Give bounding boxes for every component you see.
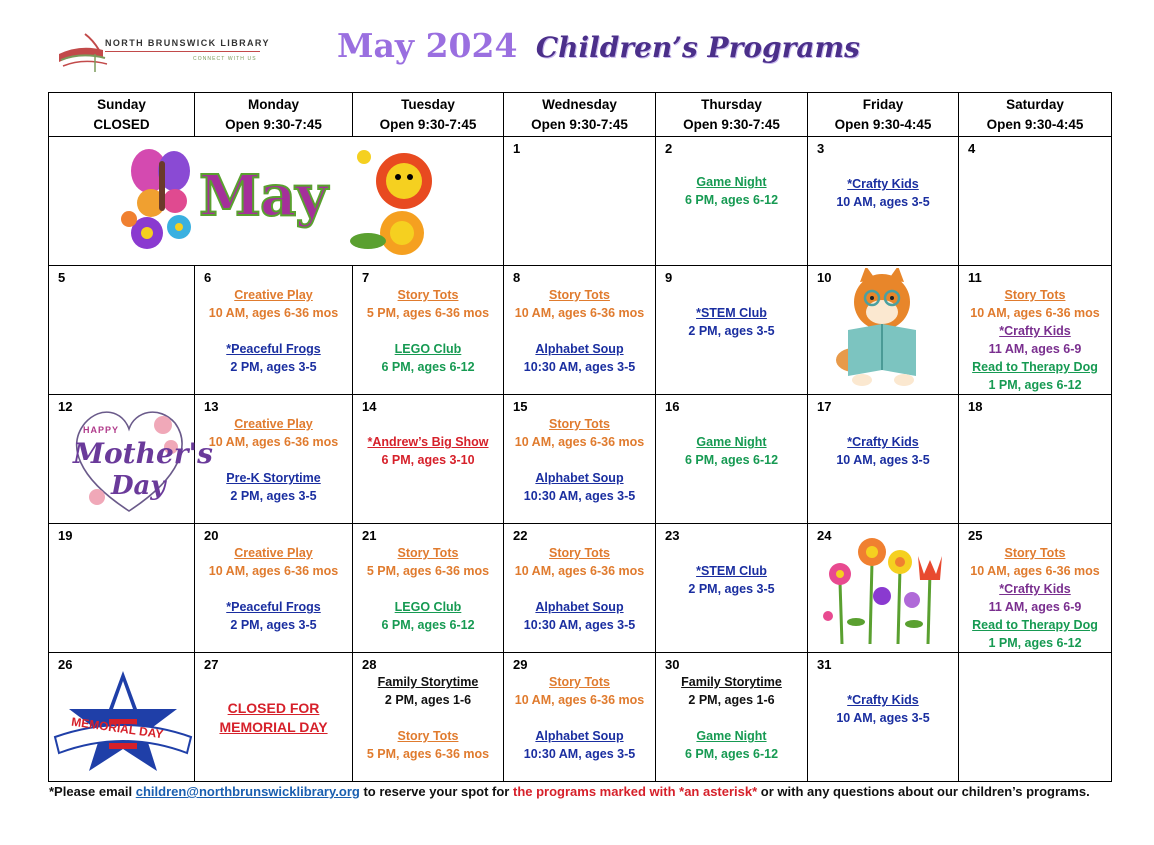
date-number: 12 (58, 399, 73, 414)
event-time: 6 PM, ages 6-12 (684, 453, 779, 467)
day-name: Saturday (1006, 96, 1064, 112)
event-time: 2 PM, ages 1-6 (384, 693, 472, 707)
event-name[interactable]: *STEM Club (696, 306, 767, 320)
event-story-tots[interactable] (959, 544, 1111, 580)
event-name[interactable]: Game Night (696, 729, 767, 743)
event-crafty-kids[interactable] (959, 322, 1111, 358)
event-name[interactable]: Family Storytime (377, 675, 479, 689)
footer-highlight: the programs marked with *an asterisk* (512, 784, 758, 799)
event-time: 6 PM, ages 6-12 (684, 193, 779, 207)
date-number: 3 (817, 141, 825, 156)
day-cell-22 (504, 524, 656, 653)
date-number: 28 (362, 657, 377, 672)
date-number: 25 (968, 528, 983, 543)
flowers-icon (820, 532, 948, 650)
day-cell-24 (808, 524, 959, 653)
event-time: 10 AM, ages 3-5 (836, 195, 930, 209)
event-name[interactable]: Story Tots (397, 546, 459, 560)
event-time: 6 PM, ages 6-12 (381, 360, 475, 374)
event-name[interactable]: Story Tots (549, 417, 610, 431)
footer-text-2: to reserve your spot for (359, 784, 513, 799)
book-logo-icon (55, 24, 115, 80)
event-name[interactable]: *Crafty Kids (847, 435, 919, 449)
event-name[interactable]: *Crafty Kids (999, 324, 1071, 338)
event-time: 2 PM, ages 3-5 (230, 489, 317, 503)
day-cell-8 (504, 266, 656, 395)
logo-divider (105, 51, 260, 52)
event-therapy-dog[interactable] (959, 358, 1111, 394)
empty-cell (959, 653, 1112, 782)
day-cell-16 (656, 395, 808, 524)
week-row-5 (49, 653, 1112, 782)
date-number: 17 (817, 399, 832, 414)
closed-line-2: MEMORIAL DAY (219, 719, 328, 735)
event-time: 5 PM, ages 6-36 mos (366, 306, 490, 320)
header-thursday (656, 93, 808, 137)
library-logo[interactable] (55, 24, 270, 80)
event-name[interactable]: Read to Therapy Dog (972, 360, 1098, 374)
header-sunday (49, 93, 195, 137)
event-time: 10 AM, ages 3-5 (836, 711, 930, 725)
header-friday (808, 93, 959, 137)
day-cell-27 (195, 653, 353, 782)
event-time: 5 PM, ages 6-36 mos (366, 564, 490, 578)
event-name[interactable]: Story Tots (397, 288, 459, 302)
event-name[interactable]: *Crafty Kids (847, 177, 919, 191)
event-time: 10 AM, ages 3-5 (836, 453, 930, 467)
day-cell-1 (504, 137, 656, 266)
day-cell-7 (353, 266, 504, 395)
event-time: 5 PM, ages 6-36 mos (366, 747, 490, 761)
date-number: 24 (817, 528, 832, 543)
day-cell-26 (49, 653, 195, 782)
date-number: 20 (204, 528, 219, 543)
event-time: 2 PM, ages 3-5 (230, 618, 317, 632)
event-name[interactable]: Alphabet Soup (535, 600, 624, 614)
event-story-tots[interactable] (353, 286, 503, 322)
date-number: 15 (513, 399, 528, 414)
event-time: 10:30 AM, ages 3-5 (523, 747, 636, 761)
day-name: Tuesday (401, 96, 455, 112)
day-cell-17 (808, 395, 959, 524)
day-cell-23 (656, 524, 808, 653)
event-name[interactable]: Game Night (696, 175, 767, 189)
header-monday (195, 93, 353, 137)
day-cell-29 (504, 653, 656, 782)
event-name[interactable]: *STEM Club (696, 564, 767, 578)
week-row-1 (49, 137, 1112, 266)
day-name: Wednesday (542, 96, 617, 112)
day-cell-10 (808, 266, 959, 395)
event-name[interactable]: LEGO Club (394, 342, 462, 356)
event-time: 10 AM, ages 6-36 mos (208, 306, 339, 320)
event-andrews-big-show[interactable] (353, 433, 503, 469)
date-number: 11 (968, 270, 982, 285)
event-name[interactable]: *Crafty Kids (847, 693, 919, 707)
day-cell-2 (656, 137, 808, 266)
date-number: 5 (58, 270, 66, 285)
event-name[interactable]: Read to Therapy Dog (972, 618, 1098, 632)
day-cell-21 (353, 524, 504, 653)
event-crafty-kids[interactable] (808, 433, 958, 469)
closed-notice (195, 653, 352, 737)
header-wednesday (504, 93, 656, 137)
date-number: 13 (204, 399, 219, 414)
event-alphabet-soup[interactable] (504, 598, 655, 634)
date-number: 22 (513, 528, 528, 543)
event-family-storytime[interactable] (656, 673, 807, 709)
event-time: 10 AM, ages 6-36 mos (208, 435, 339, 449)
title-month: May 2024 (337, 26, 518, 65)
day-hours: Open 9:30-7:45 (531, 116, 628, 132)
day-cell-13 (195, 395, 353, 524)
event-time: 10:30 AM, ages 3-5 (523, 360, 636, 374)
day-cell-19 (49, 524, 195, 653)
event-time: 2 PM, ages 3-5 (688, 324, 775, 338)
day-cell-31 (808, 653, 959, 782)
event-time: 11 AM, ages 6-9 (988, 600, 1082, 614)
event-prek-storytime[interactable] (195, 469, 352, 505)
event-time: 10 AM, ages 6-36 mos (514, 435, 645, 449)
event-time: 2 PM, ages 1-6 (688, 693, 775, 707)
mothers-day-happy: HAPPY (83, 425, 120, 435)
event-time: 10 AM, ages 6-36 mos (970, 564, 1100, 578)
event-story-tots[interactable] (504, 286, 655, 322)
event-creative-play[interactable] (195, 286, 352, 322)
day-hours: CLOSED (93, 116, 150, 132)
day-cell-18 (959, 395, 1112, 524)
calendar-table (48, 92, 1112, 782)
week-row-4 (49, 524, 1112, 653)
event-story-tots[interactable] (504, 544, 655, 580)
date-number: 29 (513, 657, 528, 672)
date-number: 2 (665, 141, 673, 156)
event-name[interactable]: Story Tots (1004, 546, 1066, 560)
day-cell-28 (353, 653, 504, 782)
weekday-header-row (49, 93, 1112, 137)
event-time: 6 PM, ages 6-12 (381, 618, 475, 632)
event-name[interactable]: Pre-K Storytime (226, 471, 321, 485)
logo-name: NORTH BRUNSWICK LIBRARY (105, 38, 270, 48)
may-banner-cell (49, 137, 504, 266)
day-cell-15 (504, 395, 656, 524)
event-time: 10:30 AM, ages 3-5 (523, 489, 636, 503)
event-alphabet-soup[interactable] (504, 469, 655, 505)
memorial-day-label: MEMORIAL DAY (70, 714, 165, 742)
event-time: 10 AM, ages 6-36 mos (208, 564, 339, 578)
event-time: 2 PM, ages 3-5 (688, 582, 775, 596)
date-number: 31 (817, 657, 832, 672)
event-crafty-kids[interactable] (808, 691, 958, 727)
event-story-tots[interactable] (504, 673, 655, 709)
week-row-2 (49, 266, 1112, 395)
day-cell-6 (195, 266, 353, 395)
event-time: 2 PM, ages 3-5 (230, 360, 317, 374)
logo-tagline: CONNECT WITH US (193, 56, 257, 62)
date-number: 21 (362, 528, 377, 543)
date-number: 27 (204, 657, 219, 672)
day-cell-9 (656, 266, 808, 395)
date-number: 10 (817, 270, 832, 285)
page-title (337, 26, 860, 66)
event-time: 10 AM, ages 6-36 mos (514, 564, 645, 578)
event-name[interactable]: Story Tots (1004, 288, 1066, 302)
mothers-day-day: Day (111, 471, 166, 501)
event-name[interactable]: Family Storytime (681, 675, 782, 689)
event-story-tots[interactable] (353, 544, 503, 580)
event-game-night[interactable] (656, 173, 807, 209)
event-peaceful-frogs[interactable] (195, 340, 352, 376)
event-creative-play[interactable] (195, 544, 352, 580)
footer-text-1: *Please email (49, 784, 136, 799)
day-hours: Open 9:30-4:45 (986, 116, 1084, 132)
event-name[interactable]: Alphabet Soup (535, 342, 624, 356)
event-story-tots[interactable] (959, 286, 1111, 322)
event-time: 10 AM, ages 6-36 mos (970, 306, 1100, 320)
header-saturday (959, 93, 1112, 137)
event-game-night[interactable] (656, 433, 807, 469)
event-name[interactable]: Creative Play (234, 546, 313, 560)
date-number: 14 (362, 399, 377, 414)
event-peaceful-frogs[interactable] (195, 598, 352, 634)
mothers-day-title: Mother's (73, 437, 213, 470)
day-hours: Open 9:30-7:45 (683, 116, 780, 132)
reading-dog-icon (822, 268, 942, 390)
date-number: 8 (513, 270, 521, 285)
event-stem-club[interactable] (656, 304, 807, 340)
date-number: 6 (204, 270, 212, 285)
day-hours: Open 9:30-7:45 (379, 116, 477, 132)
day-name: Monday (247, 96, 299, 112)
may-banner-text: May (199, 163, 327, 229)
event-story-tots[interactable] (504, 415, 655, 451)
event-name[interactable]: Alphabet Soup (535, 729, 624, 743)
event-time: 1 PM, ages 6-12 (988, 636, 1082, 650)
day-cell-30 (656, 653, 808, 782)
event-creative-play[interactable] (195, 415, 352, 451)
date-number: 9 (665, 270, 673, 285)
event-alphabet-soup[interactable] (504, 340, 655, 376)
event-name[interactable]: Story Tots (549, 288, 610, 302)
event-time: 6 PM, ages 3-10 (381, 453, 475, 467)
header-tuesday (353, 93, 504, 137)
event-alphabet-soup[interactable] (504, 727, 655, 763)
email-link[interactable]: children@northbrunswicklibrary.org (135, 784, 360, 799)
day-hours: Open 9:30-7:45 (225, 116, 322, 132)
event-therapy-dog[interactable] (959, 616, 1111, 652)
event-time: 1 PM, ages 6-12 (988, 378, 1082, 392)
event-time: 6 PM, ages 6-12 (684, 747, 779, 761)
event-family-storytime[interactable] (353, 673, 503, 709)
event-name[interactable]: Creative Play (234, 288, 313, 302)
day-name: Sunday (97, 96, 146, 112)
date-number: 7 (362, 270, 370, 285)
event-name[interactable]: Story Tots (549, 546, 610, 560)
footer-note (49, 780, 1109, 803)
day-cell-14 (353, 395, 504, 524)
event-name[interactable]: Story Tots (549, 675, 610, 689)
date-number: 30 (665, 657, 680, 672)
event-time: 10:30 AM, ages 3-5 (523, 618, 636, 632)
day-cell-25 (959, 524, 1112, 653)
event-lego-club[interactable] (353, 598, 503, 634)
event-name[interactable]: Creative Play (234, 417, 313, 431)
title-subtitle: Children’s Programs (535, 31, 860, 64)
event-name[interactable]: *Peaceful Frogs (226, 600, 321, 614)
date-number: 23 (665, 528, 680, 543)
event-name[interactable]: Game Night (696, 435, 767, 449)
event-story-tots[interactable] (353, 727, 503, 763)
day-cell-20 (195, 524, 353, 653)
date-number: 1 (513, 141, 521, 156)
event-name[interactable]: Story Tots (397, 729, 459, 743)
date-number: 19 (58, 528, 73, 543)
date-number: 18 (968, 399, 983, 414)
event-time: 10 AM, ages 6-36 mos (514, 693, 645, 707)
day-hours: Open 9:30-4:45 (834, 116, 932, 132)
event-time: 10 AM, ages 6-36 mos (514, 306, 645, 320)
date-number: 26 (58, 657, 73, 672)
week-row-3 (49, 395, 1112, 524)
footer-text-3: or with any questions about our children’s programs. (757, 784, 1090, 799)
day-cell-4 (959, 137, 1112, 266)
event-lego-club[interactable] (353, 340, 503, 376)
event-name[interactable]: LEGO Club (394, 600, 462, 614)
event-crafty-kids[interactable] (808, 175, 958, 211)
event-name[interactable]: *Peaceful Frogs (226, 342, 321, 356)
day-cell-11 (959, 266, 1112, 395)
closed-line-1: CLOSED FOR (227, 700, 320, 716)
event-time: 11 AM, ages 6-9 (988, 342, 1082, 356)
day-cell-3 (808, 137, 959, 266)
event-crafty-kids[interactable] (959, 580, 1111, 616)
event-game-night[interactable] (656, 727, 807, 763)
date-number: 4 (968, 141, 976, 156)
day-name: Friday (862, 96, 904, 112)
flower-bee-icon (344, 141, 464, 261)
event-name[interactable]: *Andrew’s Big Show (367, 435, 489, 449)
date-number: 16 (665, 399, 680, 414)
day-cell-5 (49, 266, 195, 395)
day-name: Thursday (701, 96, 762, 112)
event-stem-club[interactable] (656, 562, 807, 598)
event-name[interactable]: *Crafty Kids (999, 582, 1071, 596)
event-name[interactable]: Alphabet Soup (535, 471, 624, 485)
